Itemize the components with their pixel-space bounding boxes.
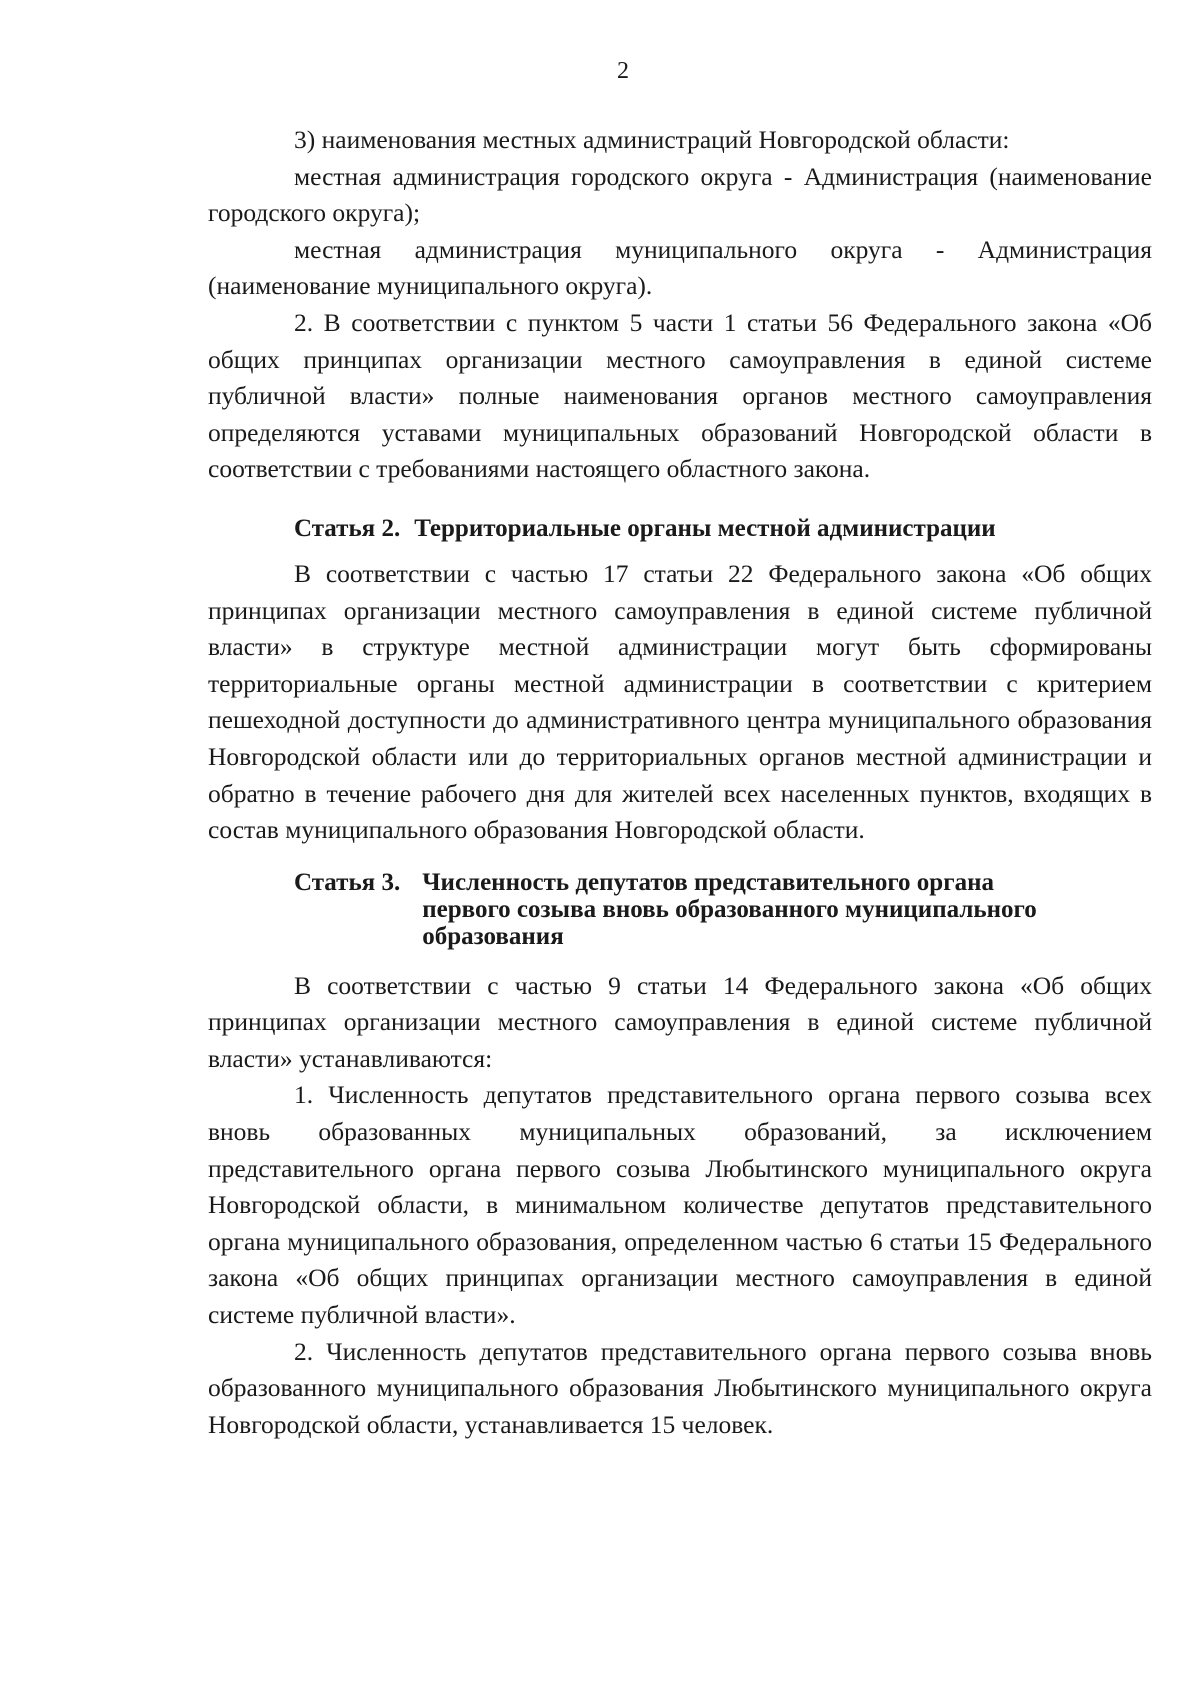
article-3-heading: [294, 869, 1152, 950]
paragraph: 3) наименования местных администраций Новгородской области:: [294, 125, 1010, 154]
paragraph: 1. Численность депутатов представительного органа первого созыва всех вновь образованных муниципальных образований, за исключением представительного органа первого созыва Любытинского муниципального округа Новгородской области, в минимальном количестве депутатов представительного органа муниципального образования, определенном частью 6 статьи 15 Федерального закона «Об общих принципах организации местного самоуправления в единой системе публичной власти».: [208, 1080, 1152, 1330]
paragraph: В соответствии с частью 17 статьи 22 Федерального закона «Об общих принципах организации местного самоуправления в единой системе публичной власти» в структуре местной администрации могут быть сформированы территориальные органы местной администрации в соответствии с критерием пешеходной доступности до административного центра муниципального образования Новгородской области или до территориальных органов местной администрации и обратно в течение рабочего дня для жителей всех населенных пунктов, входящих в состав муниципального образования Новгородской области.: [208, 558, 1152, 845]
article-2-heading: [294, 514, 1152, 544]
document-body: [208, 122, 1152, 1443]
paragraph: 2. В соответствии с пунктом 5 части 1 статьи 56 Федерального закона «Об общих принципах организации местного самоуправления в единой системе публичной власти» полные наименования органов местного самоуправления определяются уставами муниципальных образований Новгородской области в соответствии с требованиями настоящего областного закона.: [208, 307, 1152, 484]
paragraph: местная администрация городского округа - Администрация (наименование городского округа);: [208, 161, 1152, 228]
paragraph: В соответствии с частью 9 статьи 14 Федерального закона «Об общих принципах организации местного самоуправления в единой системе публичной власти» устанавливаются:: [208, 970, 1152, 1073]
article-number: Статья 2.: [294, 514, 401, 542]
page-number: 2: [617, 58, 629, 84]
paragraph: местная администрация муниципального округа - Администрация (наименование муниципального округа).: [208, 234, 1152, 301]
article-number: Статья 3.: [294, 868, 401, 896]
article-title: Территориальные органы местной администрации: [414, 514, 996, 542]
paragraph: 2. Численность депутатов представительного органа первого созыва вновь образованного муниципального образования Любытинского муниципального округа Новгородской области, устанавливается 15 человек.: [208, 1336, 1152, 1439]
article-title: Численность депутатов представительного органа первого созыва вновь образованного муниципального образования: [422, 868, 1037, 950]
